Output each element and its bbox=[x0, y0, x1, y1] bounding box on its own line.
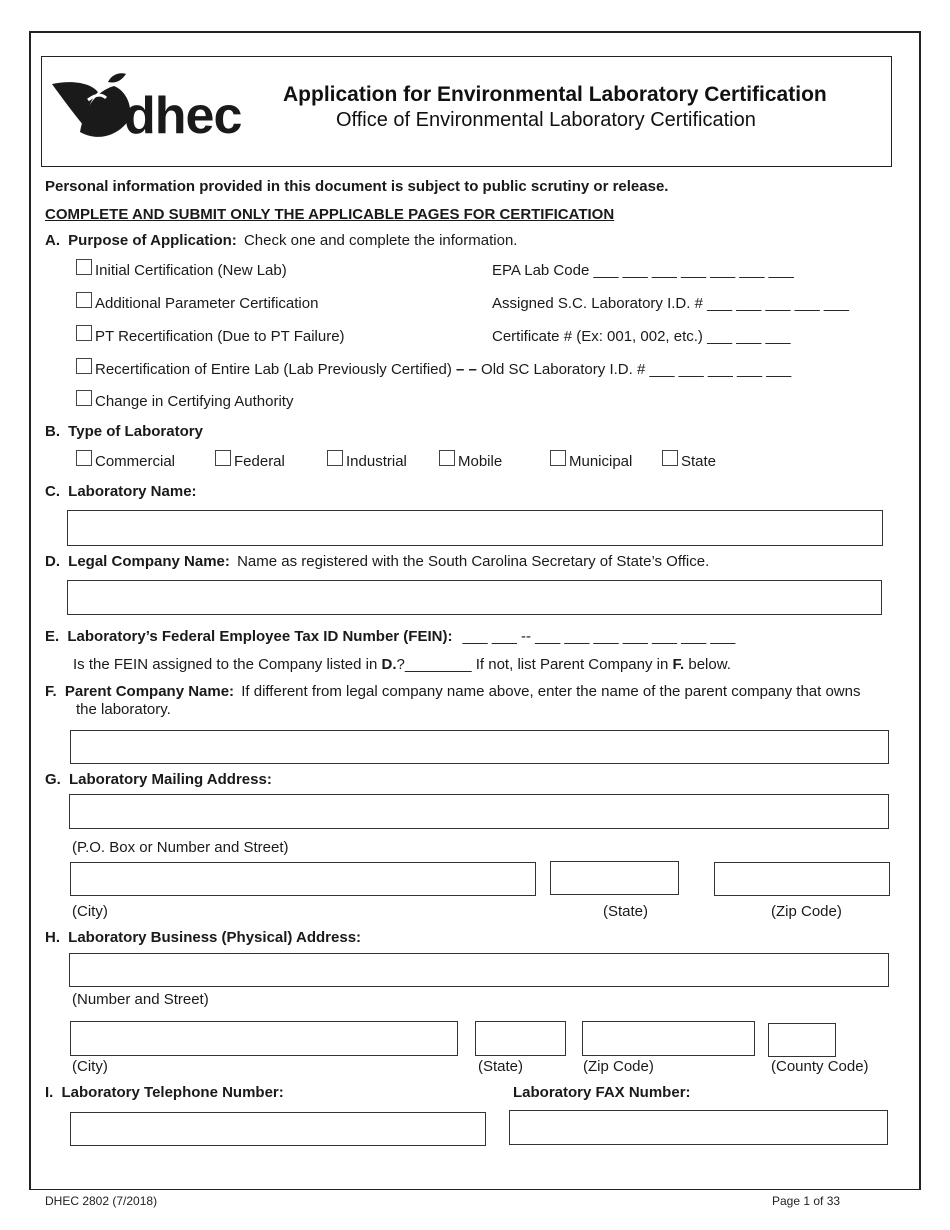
epa-lab-code: EPA Lab Code ___ ___ ___ ___ ___ ___ ___ bbox=[492, 262, 794, 279]
section-e-label: Laboratory’s Federal Employee Tax ID Number (FEIN): bbox=[67, 628, 453, 645]
physical-state-caption: (State) bbox=[478, 1058, 524, 1075]
option-initial-certification: Initial Certification (New Lab) bbox=[95, 262, 287, 279]
dhec-logo-text: dhec bbox=[124, 87, 242, 145]
fein-question-pre: Is the FEIN assigned to the Company listed in bbox=[73, 656, 378, 673]
option-pt-recertification: PT Recertification (Due to PT Failure) bbox=[95, 328, 345, 345]
section-g-heading bbox=[45, 771, 272, 788]
section-h-heading bbox=[45, 929, 361, 946]
section-a-heading bbox=[45, 232, 517, 249]
mailing-state-caption: (State) bbox=[603, 903, 649, 920]
checkbox-mobile[interactable] bbox=[439, 450, 455, 466]
section-g-letter: G. bbox=[45, 771, 61, 788]
telephone-label: Laboratory Telephone Number: bbox=[61, 1084, 284, 1101]
county-code-caption: (County Code) bbox=[771, 1058, 869, 1075]
checkbox-commercial[interactable] bbox=[76, 450, 92, 466]
physical-street-field[interactable] bbox=[69, 953, 889, 987]
checkbox-pt-recertification[interactable] bbox=[76, 325, 92, 341]
certificate-number: Certificate # (Ex: 001, 002, etc.) ___ ___ ___ bbox=[492, 328, 791, 345]
section-d-note: Name as registered with the South Carolina Secretary of State’s Office. bbox=[237, 553, 710, 570]
mailing-state-field[interactable] bbox=[550, 861, 679, 895]
physical-city-caption: (City) bbox=[72, 1058, 108, 1075]
option-recertification-entire-lab bbox=[95, 361, 791, 378]
section-f-letter: F. bbox=[45, 683, 57, 700]
page-number: Page 1 of 33 bbox=[772, 1194, 841, 1208]
fein-question-mid: ?________ If not, list Parent Company in bbox=[396, 656, 669, 673]
fein-blanks[interactable]: ___ ___ -- ___ ___ ___ ___ ___ ___ ___ bbox=[462, 628, 736, 645]
option-change-certifying-authority: Change in Certifying Authority bbox=[95, 393, 294, 410]
recert-label: Recertification of Entire Lab (Lab Previously Certified) bbox=[95, 361, 452, 378]
assigned-lab-id: Assigned S.C. Laboratory I.D. # ___ ___ ___ ___ ___ bbox=[492, 295, 849, 312]
form-number: DHEC 2802 (7/2018) bbox=[45, 1194, 158, 1208]
recert-dash: – – bbox=[456, 361, 477, 378]
checkbox-additional-parameter[interactable] bbox=[76, 292, 92, 308]
mailing-zip-caption: (Zip Code) bbox=[771, 903, 842, 920]
physical-zip-field[interactable] bbox=[582, 1021, 755, 1056]
checkbox-initial-certification[interactable] bbox=[76, 259, 92, 275]
submission-instruction: COMPLETE AND SUBMIT ONLY THE APPLICABLE PAGES FOR CERTIFICATION bbox=[45, 206, 615, 223]
mailing-street-field[interactable] bbox=[69, 794, 889, 829]
physical-city-field[interactable] bbox=[70, 1021, 458, 1056]
dhec-logo bbox=[50, 70, 260, 150]
section-b-label: Type of Laboratory bbox=[68, 423, 203, 440]
county-code-field[interactable] bbox=[768, 1023, 836, 1057]
fein-question-ref-f: F. bbox=[672, 656, 685, 673]
type-municipal: Municipal bbox=[569, 453, 633, 470]
section-c-heading bbox=[45, 483, 197, 500]
section-h-letter: H. bbox=[45, 929, 60, 946]
telephone-field[interactable] bbox=[70, 1112, 486, 1146]
section-g-label: Laboratory Mailing Address: bbox=[69, 771, 272, 788]
section-e-letter: E. bbox=[45, 628, 60, 645]
old-lab-id: Old SC Laboratory I.D. # ___ ___ ___ ___ ___ bbox=[481, 361, 792, 378]
section-a-note: Check one and complete the information. bbox=[243, 232, 518, 249]
section-c-label: Laboratory Name: bbox=[68, 483, 197, 500]
fax-field[interactable] bbox=[509, 1110, 888, 1145]
form-subtitle: Office of Environmental Laboratory Certification bbox=[336, 109, 756, 131]
section-i-heading bbox=[45, 1084, 284, 1101]
option-additional-parameter: Additional Parameter Certification bbox=[95, 295, 319, 312]
section-f-heading bbox=[45, 683, 860, 700]
section-e-heading bbox=[45, 628, 735, 645]
physical-street-caption: (Number and Street) bbox=[72, 991, 209, 1008]
checkbox-federal[interactable] bbox=[215, 450, 231, 466]
section-f-note-continued: the laboratory. bbox=[76, 701, 171, 718]
section-b-heading bbox=[45, 423, 203, 440]
section-a-letter: A. bbox=[45, 232, 60, 249]
checkbox-municipal[interactable] bbox=[550, 450, 566, 466]
fein-question-ref-d: D. bbox=[381, 656, 397, 673]
type-state: State bbox=[681, 453, 717, 470]
section-d-letter: D. bbox=[45, 553, 60, 570]
section-f-label: Parent Company Name: bbox=[64, 683, 235, 700]
section-b-letter: B. bbox=[45, 423, 60, 440]
section-h-label: Laboratory Business (Physical) Address: bbox=[68, 929, 362, 946]
form-title: Application for Environmental Laboratory Certification bbox=[283, 83, 827, 106]
checkbox-industrial[interactable] bbox=[327, 450, 343, 466]
type-industrial: Industrial bbox=[346, 453, 407, 470]
parent-company-name-field[interactable] bbox=[70, 730, 889, 764]
section-d-heading bbox=[45, 553, 709, 570]
privacy-notice: Personal information provided in this document is subject to public scrutiny or release. bbox=[45, 178, 669, 195]
section-d-label: Legal Company Name: bbox=[68, 553, 230, 570]
physical-zip-caption: (Zip Code) bbox=[583, 1058, 654, 1075]
mailing-city-field[interactable] bbox=[70, 862, 536, 896]
section-i-letter: I. bbox=[45, 1084, 54, 1101]
type-commercial: Commercial bbox=[95, 453, 176, 470]
physical-state-field[interactable] bbox=[475, 1021, 566, 1056]
fein-question bbox=[73, 656, 731, 673]
legal-company-name-field[interactable] bbox=[67, 580, 882, 615]
checkbox-state[interactable] bbox=[662, 450, 678, 466]
mailing-street-caption: (P.O. Box or Number and Street) bbox=[72, 839, 289, 856]
checkbox-recertification-entire-lab[interactable] bbox=[76, 358, 92, 374]
section-c-letter: C. bbox=[45, 483, 60, 500]
type-federal: Federal bbox=[234, 453, 285, 470]
section-f-note: If different from legal company name above, enter the name of the parent company that owns bbox=[241, 683, 861, 700]
type-mobile: Mobile bbox=[458, 453, 503, 470]
section-a-label: Purpose of Application: bbox=[68, 232, 237, 249]
fax-label: Laboratory FAX Number: bbox=[513, 1084, 691, 1101]
checkbox-change-certifying-authority[interactable] bbox=[76, 390, 92, 406]
mailing-city-caption: (City) bbox=[72, 903, 108, 920]
fein-question-post: below. bbox=[688, 656, 731, 673]
laboratory-name-field[interactable] bbox=[67, 510, 883, 546]
mailing-zip-field[interactable] bbox=[714, 862, 890, 896]
